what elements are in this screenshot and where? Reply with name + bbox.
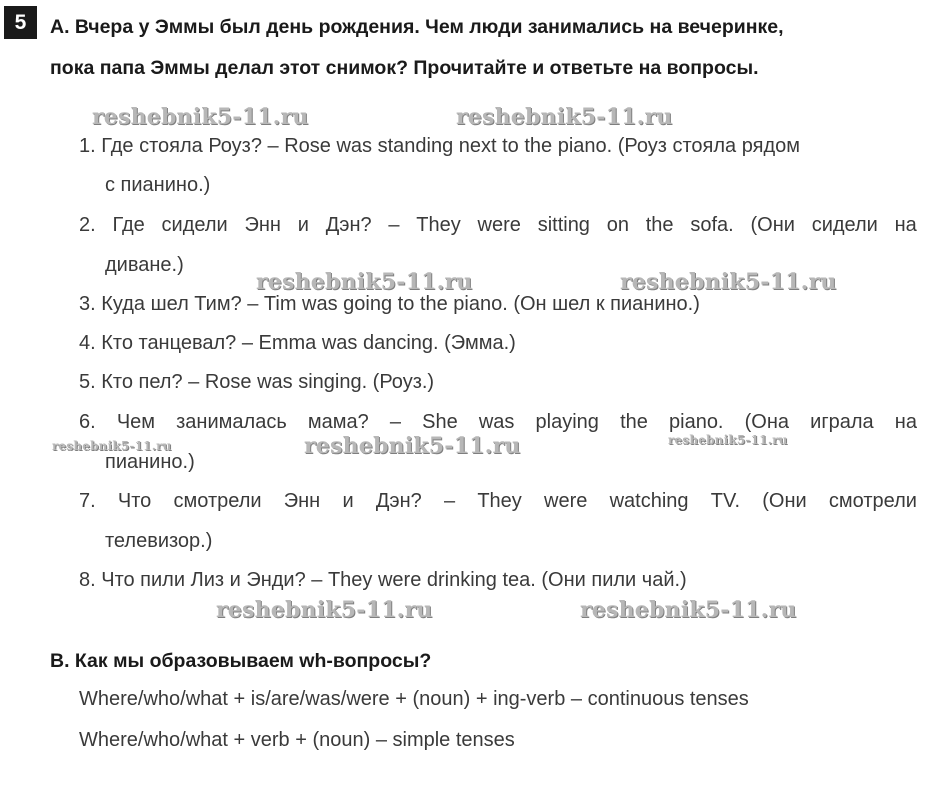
word: watching [609, 490, 689, 512]
watermark: reshebnik5-11.ru [304, 433, 521, 459]
part-a-title-line-1: A. Вчера у Эммы был день рождения. Чем люди занимались на вечеринке, [50, 16, 784, 38]
word: (Она [744, 411, 790, 433]
word: She [422, 411, 458, 433]
word: Где [112, 214, 145, 236]
answer-1-line-2: с пианино.) [105, 174, 211, 196]
word: on [606, 214, 629, 236]
answer-5: 5. Кто пел? – Rose was singing. (Роуз.) [79, 371, 435, 393]
part-b-title: B. Как мы образовываем wh-вопросы? [50, 650, 432, 672]
answer-6-line-2: пианино.) [105, 451, 195, 473]
word: 7. [79, 490, 96, 512]
word: – [389, 411, 401, 433]
word: the [620, 411, 648, 433]
word: и [342, 490, 354, 512]
word: sitting [537, 214, 590, 236]
word: They [416, 214, 461, 236]
word: was [478, 411, 515, 433]
word: – [388, 214, 400, 236]
word: мама? [307, 411, 369, 433]
watermark: reshebnik5-11.ru [92, 104, 309, 130]
word: TV. [710, 490, 741, 512]
watermark: reshebnik5-11.ru [620, 269, 837, 295]
answer-6-line-1 [79, 411, 917, 434]
word: смотрели [173, 490, 262, 512]
word: 2. [79, 214, 96, 236]
word: Энн [244, 214, 281, 236]
word: занималась [176, 411, 287, 433]
rule-simple: Where/who/what + verb + (noun) – simple tenses [79, 729, 515, 751]
word: играла [810, 411, 874, 433]
word: Что [117, 490, 152, 512]
word: – [443, 490, 456, 512]
watermark: reshebnik5-11.ru [580, 597, 797, 623]
word: на [894, 411, 917, 433]
answer-3: 3. Куда шел Тим? – Tim was going to the piano. (Он шел к пианино.) [79, 293, 700, 315]
rule-continuous: Where/who/what + is/are/was/were + (noun) + ing-verb – continuous tenses [79, 688, 749, 710]
word: Энн [283, 490, 321, 512]
word: piano. [669, 411, 724, 433]
word: смотрели [828, 490, 917, 512]
word: 6. [79, 411, 96, 433]
word: were [544, 490, 588, 512]
word: were [477, 214, 521, 236]
watermark-small: reshebnik5-11.ru [52, 439, 172, 453]
word: сидели [161, 214, 228, 236]
word: и [297, 214, 309, 236]
word: Дэн? [325, 214, 372, 236]
watermark: reshebnik5-11.ru [256, 269, 473, 295]
watermark-small: reshebnik5-11.ru [668, 433, 788, 447]
exercise-number-badge: 5 [4, 6, 37, 39]
word: Чем [116, 411, 156, 433]
word: playing [535, 411, 599, 433]
word: the [645, 214, 674, 236]
answer-7-line-1 [79, 490, 917, 513]
answer-1-line-1: 1. Где стояла Роуз? – Rose was standing next to the piano. (Роуз стояла рядом [79, 135, 801, 157]
answer-7-line-2: телевизор.) [105, 530, 213, 552]
word: (Они [762, 490, 807, 512]
word: Дэн? [375, 490, 422, 512]
watermark: reshebnik5-11.ru [216, 597, 433, 623]
answer-2-line-1 [79, 214, 917, 237]
word: They [477, 490, 522, 512]
answer-4: 4. Кто танцевал? – Emma was dancing. (Эмма.) [79, 332, 516, 354]
answer-8: 8. Что пили Лиз и Энди? – They were drinking tea. (Они пили чай.) [79, 569, 687, 591]
watermark: reshebnik5-11.ru [456, 104, 673, 130]
word: (Они [750, 214, 795, 236]
answer-2-line-2: диване.) [105, 254, 184, 276]
word: sofa. [690, 214, 734, 236]
word: на [894, 214, 917, 236]
word: сидели [811, 214, 878, 236]
part-a-title-line-2: пока папа Эммы делал этот снимок? Прочитайте и ответьте на вопросы. [50, 57, 759, 79]
